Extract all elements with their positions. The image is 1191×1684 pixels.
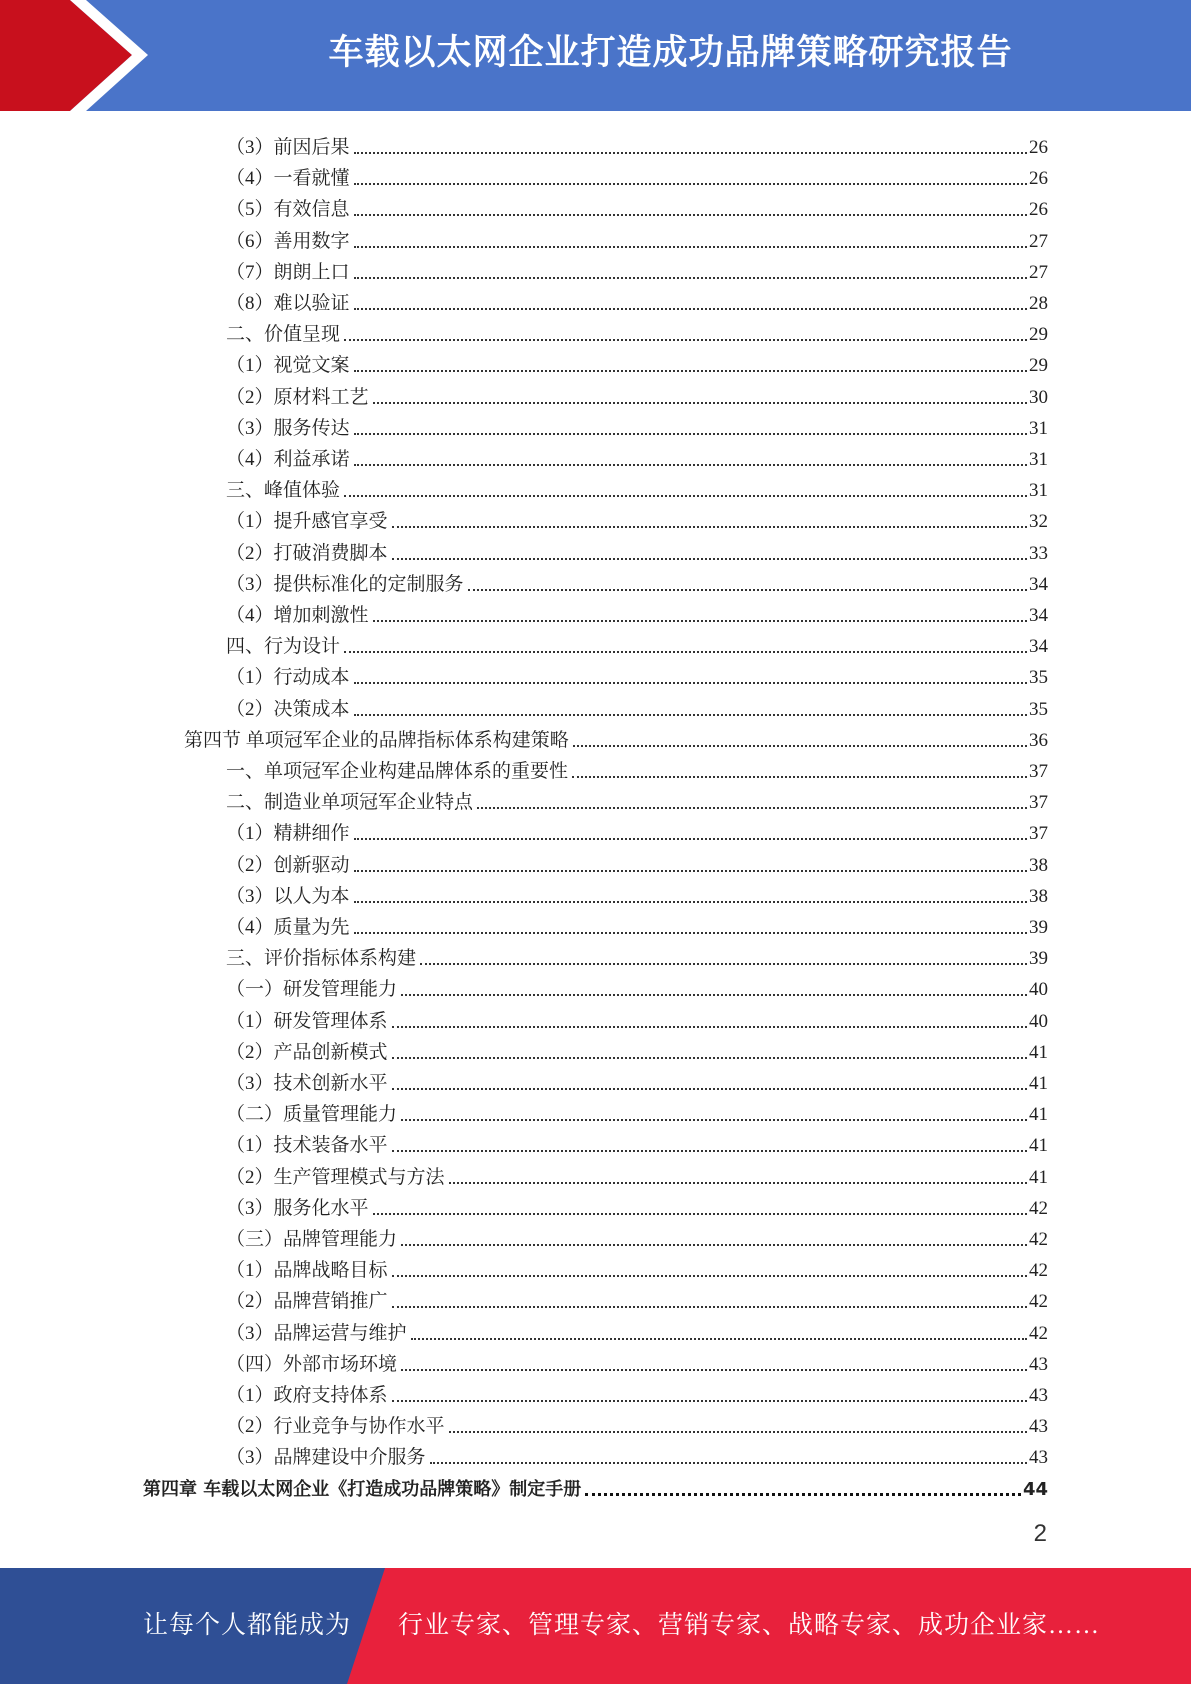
toc-entry[interactable] [226, 1407, 1048, 1438]
dot-leader [354, 901, 1027, 903]
toc-entry[interactable] [226, 1282, 1048, 1313]
toc-entry[interactable] [226, 190, 1048, 221]
dot-leader [392, 1150, 1027, 1152]
toc-entry-label: （2）决策成本 [226, 698, 350, 720]
toc-entry[interactable] [226, 378, 1048, 409]
toc-entry-page: 41 [1029, 1041, 1048, 1063]
dot-leader [449, 1431, 1027, 1433]
dot-leader [373, 1213, 1027, 1215]
dot-leader [354, 433, 1027, 435]
dot-leader [354, 308, 1027, 310]
toc-entry[interactable] [226, 814, 1048, 845]
toc-entry[interactable] [226, 939, 1048, 970]
toc-entry[interactable] [226, 534, 1048, 565]
toc-entry[interactable] [226, 440, 1048, 471]
toc-entry-label: 二、制造业单项冠军企业特点 [226, 792, 474, 814]
toc-entry-label: 四、行为设计 [226, 636, 341, 658]
dot-leader [354, 838, 1027, 840]
toc-entry-label: （一）研发管理能力 [226, 979, 398, 1001]
toc-entry-page: 38 [1029, 854, 1048, 876]
toc-entry-page: 38 [1029, 885, 1048, 907]
dot-leader [354, 932, 1027, 934]
toc-entry-label: 三、峰值体验 [226, 480, 341, 502]
toc-entry-label: （2）行业竞争与协作水平 [226, 1416, 445, 1438]
toc-entry-page: 33 [1029, 542, 1048, 564]
toc-entry-label: （四）外部市场环境 [226, 1353, 398, 1375]
report-title: 车载以太网企业打造成功品牌策略研究报告 [328, 33, 1013, 73]
toc-entry-page: 41 [1029, 1073, 1048, 1094]
toc-entry-label: （1）研发管理体系 [226, 1010, 388, 1032]
toc-entry[interactable] [226, 502, 1048, 533]
toc-entry-label: （3）以人为本 [226, 885, 350, 907]
toc-entry-label: （1）提升感官享受 [226, 511, 388, 533]
toc-entry-page: 29 [1029, 324, 1048, 346]
page-footer [0, 1568, 1191, 1684]
dot-leader [344, 651, 1027, 653]
toc-entry-page: 27 [1029, 230, 1048, 252]
toc-entry[interactable] [226, 346, 1048, 377]
toc-entry[interactable] [226, 752, 1048, 783]
toc-entry-label: 一、单项冠军企业构建品牌体系的重要性 [226, 761, 569, 782]
toc-entry-page: 41 [1029, 1135, 1048, 1157]
toc-entry-page: 42 [1029, 1291, 1048, 1313]
toc-entry[interactable] [226, 908, 1048, 939]
toc-entry[interactable] [226, 1095, 1048, 1126]
toc-entry-page: 42 [1029, 1229, 1048, 1250]
toc-entry-page: 43 [1029, 1353, 1048, 1375]
dot-leader [354, 277, 1027, 279]
dot-leader [354, 152, 1027, 154]
toc-entry-page: 40 [1029, 1010, 1048, 1032]
toc-entry-page: 43 [1029, 1447, 1048, 1469]
footer-slogan-right: 行业专家、管理专家、营销专家、战略专家、成功企业家…… [398, 1612, 1101, 1639]
dot-leader [373, 620, 1027, 622]
dot-leader [344, 495, 1027, 497]
dot-leader [344, 339, 1027, 341]
toc-entry-label: （1）行动成本 [226, 667, 350, 689]
toc-entry-page: 37 [1029, 761, 1048, 782]
toc-entry[interactable] [226, 846, 1048, 877]
toc-entry-page: 29 [1029, 355, 1048, 377]
toc-entry-page: 40 [1029, 979, 1048, 1001]
toc-entry-label: 三、评价指标体系构建 [226, 948, 417, 970]
toc-entry-page: 39 [1029, 917, 1048, 938]
toc-entry[interactable] [226, 1314, 1048, 1345]
dot-leader [392, 1306, 1027, 1308]
toc-entry-page: 34 [1029, 573, 1048, 595]
dot-leader [420, 963, 1027, 965]
toc-entry-label: （三）品牌管理能力 [226, 1229, 398, 1250]
toc-entry[interactable] [226, 222, 1048, 253]
toc-entry-label: （5）有效信息 [226, 199, 350, 221]
toc-entry-page: 34 [1029, 605, 1048, 626]
dot-leader [392, 1275, 1027, 1277]
toc-entry-label: （二）质量管理能力 [226, 1104, 398, 1126]
toc-entry[interactable] [226, 1345, 1048, 1376]
toc-entry-page: 26 [1029, 137, 1048, 158]
toc-entry-label: （3）服务传达 [226, 417, 350, 439]
dot-leader [354, 682, 1027, 684]
toc-entry[interactable] [226, 409, 1048, 440]
dot-leader [354, 870, 1027, 872]
toc-entry-label: （3）品牌建设中介服务 [226, 1447, 426, 1469]
toc-entry-label: （1）精耕细作 [226, 823, 350, 845]
toc-entry-label: （1）技术装备水平 [226, 1135, 388, 1157]
dot-leader [392, 1057, 1027, 1059]
toc-entry-label: （3）品牌运营与维护 [226, 1322, 407, 1344]
dot-leader [354, 464, 1027, 466]
dot-leader [401, 1119, 1027, 1121]
dot-leader [401, 1244, 1027, 1246]
toc-entry-page: 35 [1029, 698, 1048, 720]
dot-leader [572, 776, 1027, 778]
dot-leader [392, 526, 1027, 528]
toc-entry[interactable] [226, 1126, 1048, 1157]
toc-entry[interactable] [226, 1376, 1048, 1407]
toc-entry[interactable] [184, 721, 1048, 752]
toc-entry-label: （3）服务化水平 [226, 1197, 369, 1219]
page-number: 2 [1033, 1520, 1047, 1547]
toc-entry-page: 39 [1029, 948, 1048, 970]
toc-entry-label: （3）技术创新水平 [226, 1073, 388, 1094]
toc-entry-label: （4）利益承诺 [226, 449, 350, 470]
toc-entry-page: 42 [1029, 1197, 1048, 1219]
toc-entry-label: （2）打破消费脚本 [226, 542, 388, 564]
dot-leader [354, 183, 1027, 185]
dot-leader [573, 745, 1027, 747]
dot-leader [392, 1400, 1027, 1402]
toc-entry-page: 35 [1029, 667, 1048, 689]
toc-entry-label: （1）视觉文案 [226, 355, 350, 377]
toc-entry-page: 42 [1029, 1260, 1048, 1282]
toc-entry[interactable] [226, 253, 1048, 284]
toc-entry-page: 30 [1029, 386, 1048, 408]
toc-entry-label: 第四章 车载以太网企业《打造成功品牌策略》制定手册 [143, 1478, 582, 1500]
dot-leader [411, 1338, 1027, 1340]
toc-entry-page: 44 [1022, 1478, 1048, 1500]
toc-entry-page: 37 [1029, 823, 1048, 845]
toc-entry-label: （6）善用数字 [226, 230, 350, 252]
toc-entry-page: 27 [1029, 261, 1048, 283]
toc-entry[interactable] [226, 877, 1048, 908]
toc-entry-label: （2）原材料工艺 [226, 386, 369, 408]
toc-entry-page: 26 [1029, 199, 1048, 221]
toc-entry-label: （2）品牌营销推广 [226, 1291, 388, 1313]
toc-entry-page: 42 [1029, 1322, 1048, 1344]
dot-leader [585, 1493, 1021, 1496]
dot-leader [354, 714, 1027, 716]
toc-entry[interactable] [226, 1189, 1048, 1220]
toc-entry[interactable] [226, 471, 1048, 502]
toc-entry-label: 第四节 单项冠军企业的品牌指标体系构建策略 [184, 729, 569, 751]
toc-entry-label: （4）增加刺激性 [226, 605, 369, 626]
toc-entry[interactable] [226, 783, 1048, 814]
toc-entry-label: （2）产品创新模式 [226, 1041, 388, 1063]
toc-entry-label: （1）政府支持体系 [226, 1385, 388, 1406]
toc-entry-label: （1）品牌战略目标 [226, 1260, 388, 1282]
toc-entry-label: 二、价值呈现 [226, 324, 341, 346]
dot-leader [449, 1182, 1027, 1184]
toc-entry[interactable] [226, 1033, 1048, 1064]
toc-entry-page: 37 [1029, 792, 1048, 814]
toc-entry-label: （3）提供标准化的定制服务 [226, 573, 464, 595]
toc-entry-label: （2）生产管理模式与方法 [226, 1166, 445, 1188]
page-header [0, 0, 1191, 111]
toc-entry[interactable] [226, 596, 1048, 627]
toc-entry[interactable] [226, 1438, 1048, 1469]
toc-entry[interactable] [143, 1470, 1048, 1501]
toc-entry[interactable] [226, 1158, 1048, 1189]
toc-entry-page: 26 [1029, 168, 1048, 190]
toc-entry[interactable] [226, 1002, 1048, 1033]
toc-entry-page: 41 [1029, 1104, 1048, 1126]
dot-leader [354, 246, 1027, 248]
dot-leader [430, 1462, 1027, 1464]
toc-entry-label: （7）朗朗上口 [226, 261, 350, 283]
footer-slogan-left: 让每个人都能成为 [143, 1612, 352, 1639]
dot-leader [392, 1026, 1027, 1028]
toc-entry-label: （4）质量为先 [226, 917, 350, 938]
dot-leader [354, 214, 1027, 216]
toc-entry-page: 43 [1029, 1416, 1048, 1438]
toc-entry[interactable] [226, 315, 1048, 346]
toc-entry[interactable] [226, 128, 1048, 159]
dot-leader [373, 402, 1027, 404]
toc-entry-page: 31 [1029, 480, 1048, 502]
toc-entry-page: 43 [1029, 1385, 1048, 1406]
toc-entry[interactable] [226, 658, 1048, 689]
toc-entry-page: 41 [1029, 1166, 1048, 1188]
dot-leader [354, 370, 1027, 372]
toc-entry-page: 31 [1029, 449, 1048, 470]
toc-entry[interactable] [226, 690, 1048, 721]
toc-entry-label: （8）难以验证 [226, 293, 350, 314]
toc-entry[interactable] [226, 159, 1048, 190]
dot-leader [401, 1369, 1027, 1371]
toc-entry[interactable] [226, 1251, 1048, 1282]
dot-leader [468, 589, 1027, 591]
dot-leader [401, 994, 1027, 996]
toc-entry-page: 32 [1029, 511, 1048, 533]
toc-entry[interactable] [226, 627, 1048, 658]
toc-entry[interactable] [226, 970, 1048, 1001]
toc-entry-page: 31 [1029, 417, 1048, 439]
toc-entry-page: 28 [1029, 293, 1048, 314]
toc-entry-page: 36 [1029, 729, 1048, 751]
toc-entry-label: （2）创新驱动 [226, 854, 350, 876]
dot-leader [392, 1088, 1027, 1090]
toc-entry[interactable] [226, 565, 1048, 596]
toc-entry[interactable] [226, 1064, 1048, 1095]
toc-entry-page: 34 [1029, 636, 1048, 658]
dot-leader [392, 558, 1027, 560]
toc-entry-label: （3）前因后果 [226, 137, 350, 158]
toc-entry-label: （4）一看就懂 [226, 168, 350, 190]
toc-entry[interactable] [226, 284, 1048, 315]
toc-entry[interactable] [226, 1220, 1048, 1251]
dot-leader [477, 807, 1027, 809]
